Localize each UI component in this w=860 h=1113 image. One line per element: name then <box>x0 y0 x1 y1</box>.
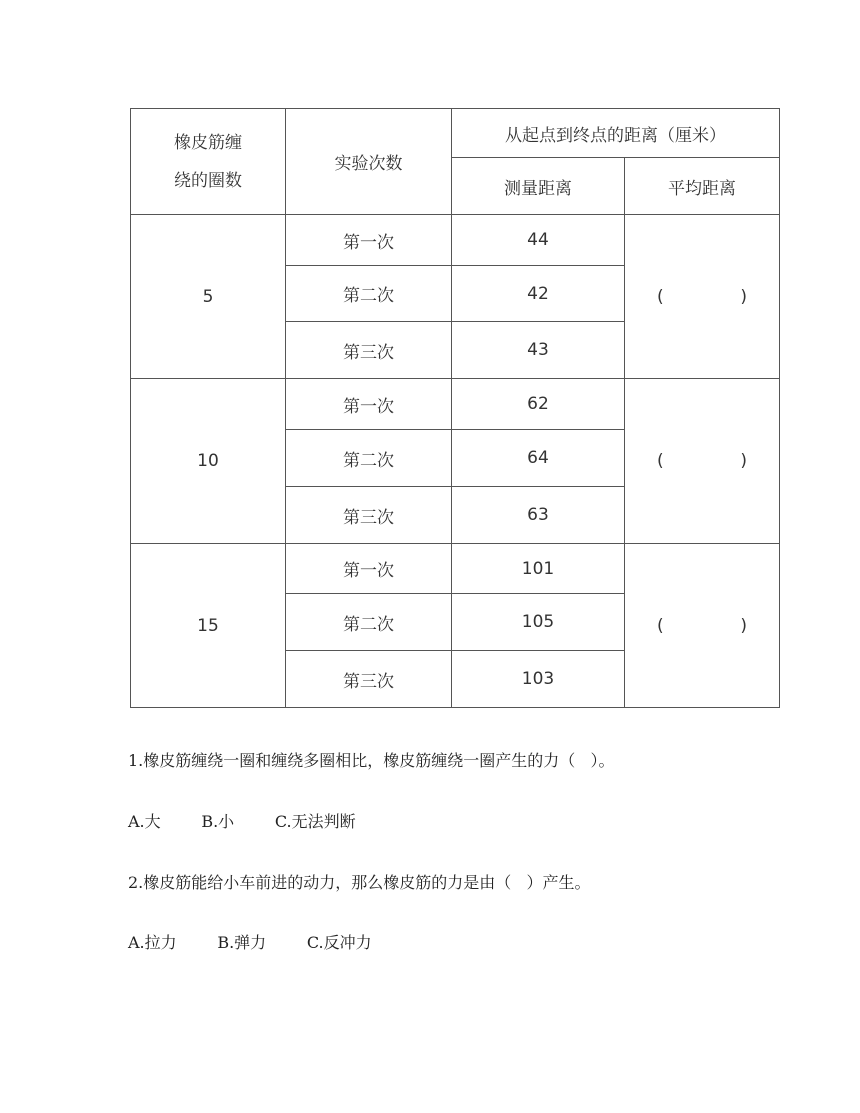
trial-cell: 第一次 <box>286 544 452 594</box>
header-average: 平均距离 <box>625 158 780 215</box>
header-trial: 实验次数 <box>286 109 452 215</box>
value-cell: 42 <box>452 266 625 322</box>
paren-close: ) <box>740 615 747 636</box>
question-1: 1.橡皮筋缠绕一圈和缠绕多圈相比，橡皮筋缠绕一圈产生的力（ ）。 <box>128 751 615 770</box>
paren-close: ) <box>740 286 747 307</box>
question-2-options: A.拉力 B.弹力 C.反冲力 <box>128 933 372 952</box>
trial-cell: 第一次 <box>286 379 452 430</box>
turns-cell: 15 <box>131 544 286 708</box>
header-distance: 从起点到终点的距离（厘米） <box>452 109 780 158</box>
value-cell: 103 <box>452 651 625 708</box>
average-blank[interactable] <box>625 215 780 379</box>
value-cell: 44 <box>452 215 625 266</box>
value-cell: 101 <box>452 544 625 594</box>
value-cell: 62 <box>452 379 625 430</box>
value-cell: 105 <box>452 594 625 651</box>
value-cell: 43 <box>452 322 625 379</box>
header-turns-line2: 绕的圈数 <box>174 170 242 191</box>
turns-cell: 10 <box>131 379 286 544</box>
value-cell: 64 <box>452 430 625 487</box>
experiment-table <box>130 108 780 708</box>
header-turns <box>131 109 286 215</box>
question-1-options: A.大 B.小 C.无法判断 <box>128 812 356 831</box>
value-cell: 63 <box>452 487 625 544</box>
trial-cell: 第三次 <box>286 651 452 708</box>
paren-close: ) <box>740 451 747 471</box>
average-blank[interactable] <box>625 379 780 544</box>
trial-cell: 第一次 <box>286 215 452 266</box>
turns-cell: 5 <box>131 215 286 379</box>
header-measured: 测量距离 <box>452 158 625 215</box>
trial-cell: 第三次 <box>286 322 452 379</box>
trial-cell: 第二次 <box>286 266 452 322</box>
trial-cell: 第二次 <box>286 594 452 651</box>
average-blank[interactable] <box>625 544 780 708</box>
header-turns-line1: 橡皮筋缠 <box>174 132 242 153</box>
paren-open: ( <box>657 286 664 307</box>
trial-cell: 第三次 <box>286 487 452 544</box>
question-2: 2.橡皮筋能给小车前进的动力，那么橡皮筋的力是由（ ）产生。 <box>128 873 591 892</box>
trial-cell: 第二次 <box>286 430 452 487</box>
paren-open: ( <box>657 451 664 471</box>
paren-open: ( <box>657 615 664 636</box>
